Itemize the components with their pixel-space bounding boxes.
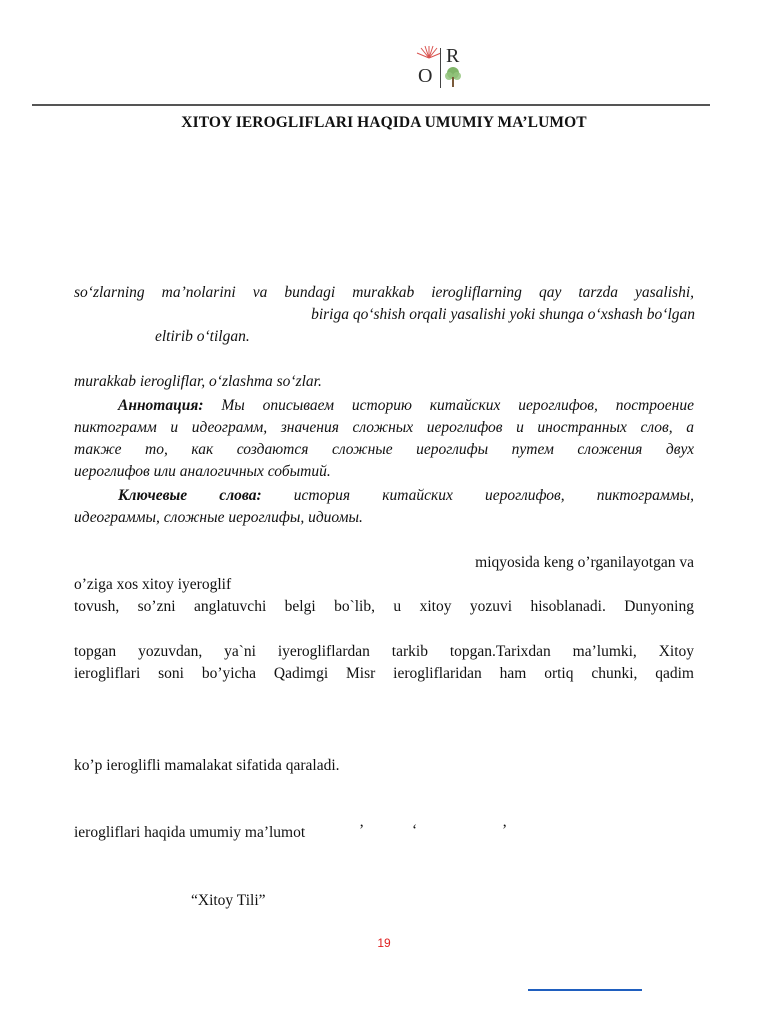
footer-link-underline bbox=[528, 989, 642, 991]
abstract-ru-line-4: иероглифов или аналогичных событий. bbox=[74, 463, 331, 480]
abstract-uz-line-2: biriga qo‘shish orqali yasalishi yoki shunga o‘xshash bo‘lgan bbox=[311, 306, 695, 323]
logo-divider bbox=[440, 48, 441, 88]
body-p4-mark-1: ’ bbox=[359, 822, 365, 839]
keywords-uz: murakkab ierogliflar, o‘zlashma so‘zlar. bbox=[74, 373, 322, 390]
body-p5-line-1: “Xitoy Tili” bbox=[191, 892, 266, 909]
body-p2-line-2: ierogliflari soni bo’yicha Qadimgi Misr ierogliflaridan ham ortiq chunki, qadim bbox=[74, 665, 694, 682]
body-p3-line-1: ko’p ieroglifli mamalakat sifatida qaraladi. bbox=[74, 757, 340, 774]
keywords-ru-text-1: история китайских иероглифов, пиктограммы, bbox=[293, 487, 694, 504]
abstract-ru-label: Аннотация: bbox=[118, 397, 204, 414]
abstract-uz-line-1: so‘zlarning ma’nolarini va bundagi murakkab ierogliflarning qay tarzda yasalishi, bbox=[74, 284, 694, 301]
body-p4-mark-3: ’ bbox=[502, 822, 508, 839]
abstract-uz-line-3: eltirib o‘tilgan. bbox=[155, 328, 250, 345]
keywords-ru-line-1 bbox=[118, 485, 694, 507]
keywords-ru-line-2: идеограммы, сложные иероглифы, идиомы. bbox=[74, 509, 363, 526]
header-rule bbox=[32, 104, 710, 106]
logo-letter-o: O bbox=[418, 65, 433, 87]
body-p4-line-1: ierogliflari haqida umumiy ma’lumot bbox=[74, 824, 306, 841]
body-p1-line-3: tovush, so’zni anglatuvchi belgi bo`lib, u xitoy yozuvi hisoblanadi. Dunyoning bbox=[74, 598, 694, 615]
body-p1-line-1: miqyosida keng o’rganilayotgan va bbox=[475, 554, 694, 571]
page-number: 19 bbox=[377, 936, 391, 950]
abstract-ru-line-1 bbox=[118, 395, 694, 417]
abstract-ru-line-3: также то, как создаются сложные иероглифы путем сложения двух bbox=[74, 441, 694, 458]
keywords-ru-label: Ключевые слова: bbox=[118, 487, 262, 504]
article-title: XITOY IEROGLIFLARI HAQIDA UMUMIY MA’LUMOT bbox=[181, 114, 587, 131]
body-p1-line-2: o’ziga xos xitoy iyeroglif bbox=[74, 576, 232, 593]
body-p2-line-1: topgan yozuvdan, ya`ni iyerogliflardan tarkib topgan.Tarixdan ma’lumki, Xitoy bbox=[74, 643, 694, 660]
sunrise-icon bbox=[416, 44, 442, 60]
body-p4-mark-2: ‘ bbox=[412, 822, 418, 839]
logo-letter-r: R bbox=[446, 45, 460, 67]
tree-icon bbox=[444, 66, 462, 88]
abstract-ru-line-2: пиктограмм и идеограмм, значения сложных иероглифов и иностранных слов, а bbox=[74, 419, 694, 436]
abstract-ru-text-1: Мы описываем историю китайских иероглифов, построение bbox=[221, 397, 694, 414]
